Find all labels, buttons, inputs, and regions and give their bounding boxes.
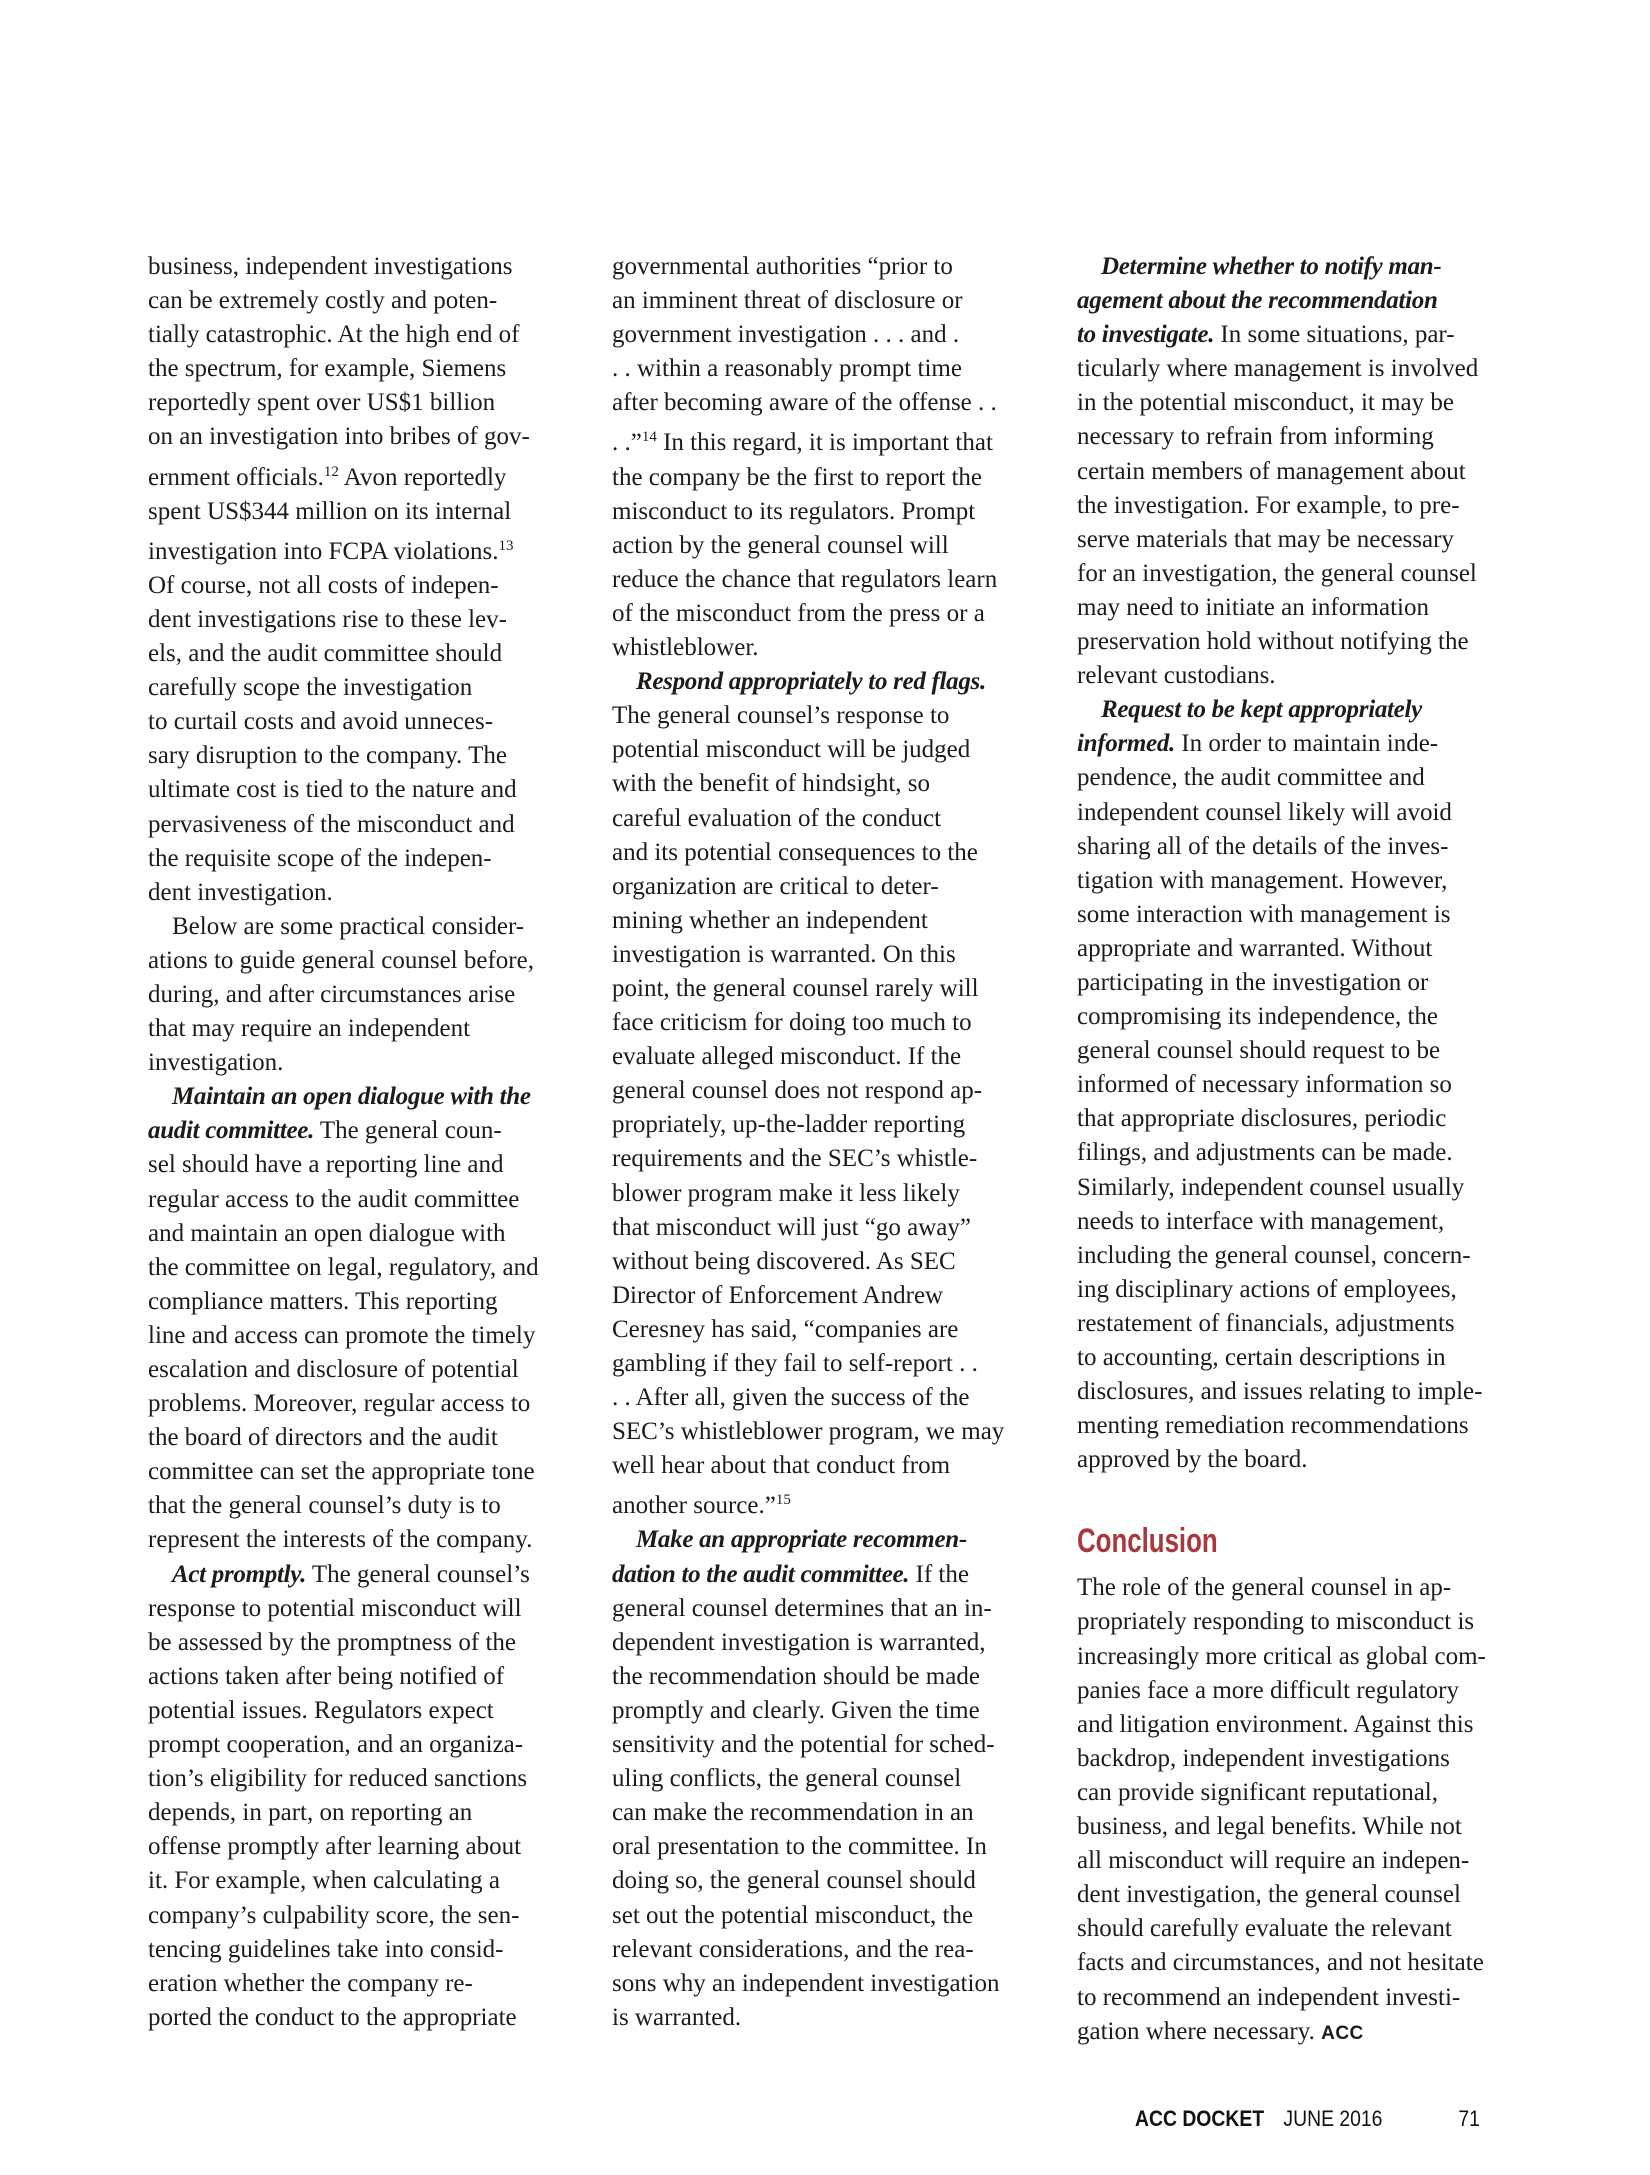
text-line: and maintain an open dialogue with: [148, 1219, 506, 1247]
text-line: relevant custodians.: [1077, 662, 1276, 690]
text-line: spent US$344 million on its internal: [148, 497, 512, 525]
text-line: should carefully evaluate the relevant: [1077, 1915, 1452, 1943]
text-line: that the general counsel’s duty is to: [148, 1492, 501, 1520]
text-line: appropriate and warranted. Without: [1077, 934, 1433, 962]
text-line: The role of the general counsel in ap-: [1077, 1574, 1452, 1602]
text-line: approved by the board.: [1077, 1446, 1308, 1474]
text-line: the recommendation should be made: [612, 1662, 980, 1690]
text-line: needs to interface with management,: [1077, 1207, 1445, 1235]
text-line: informed. In order to maintain inde-: [1077, 730, 1439, 758]
text-line: investigation.: [148, 1049, 284, 1077]
text-line: that appropriate disclosures, periodic: [1077, 1105, 1447, 1133]
text-line: for an investigation, the general counsel: [1077, 559, 1477, 587]
conclusion-heading: Conclusion: [1077, 1522, 1218, 1561]
text-line: eration whether the company re-: [148, 1969, 473, 1997]
text-line: general counsel should request to be: [1077, 1037, 1441, 1065]
footer-issue: JUNE 2016: [1283, 2106, 1383, 2131]
text-line: mining whether an independent: [612, 906, 928, 934]
text-line: investigation into FCPA violations.$^{13}$: [148, 537, 514, 565]
text-line: ing disciplinary actions of employees,: [1077, 1275, 1457, 1303]
text-line: doing so, the general counsel should: [612, 1867, 976, 1895]
text-line: els, and the audit committee should: [148, 640, 503, 668]
text-line: audit committee. The general coun-: [148, 1117, 502, 1145]
text-line: sary disruption to the company. The: [148, 742, 507, 770]
text-line: ations to guide general counsel before,: [148, 946, 534, 974]
text-line: potential issues. Regulators expect: [148, 1696, 494, 1724]
text-line: face criticism for doing too much to: [612, 1009, 972, 1037]
text-line: The general counsel’s response to: [612, 702, 950, 730]
text-line: uling conflicts, the general counsel: [612, 1765, 962, 1793]
text-line: misconduct to its regulators. Prompt: [612, 497, 976, 525]
text-line: dent investigation.: [148, 878, 333, 906]
text-line: and litigation environment. Against this: [1077, 1710, 1474, 1738]
text-line: pervasiveness of the misconduct and: [148, 810, 515, 838]
text-line: can provide significant reputational,: [1077, 1778, 1438, 1806]
text-line: blower program make it less likely: [612, 1179, 960, 1207]
text-line: careful evaluation of the conduct: [612, 804, 942, 832]
text-line: well hear about that conduct from: [612, 1452, 951, 1480]
text-line: organization are critical to deter-: [612, 872, 939, 900]
text-line: to investigate. In some situations, par-: [1077, 321, 1455, 349]
text-line: another source.”$^{15}$: [612, 1492, 791, 1520]
text-line: preservation hold without notifying the: [1077, 628, 1469, 656]
text-line: ticularly where management is involved: [1077, 355, 1479, 383]
text-line: certain members of management about: [1077, 457, 1466, 485]
text-line: committee can set the appropriate tone: [148, 1458, 535, 1486]
text-line: Respond appropriately to red flags.: [636, 668, 986, 696]
text-line: agement about the recommendation: [1077, 287, 1438, 315]
text-line: Director of Enforcement Andrew: [612, 1281, 944, 1309]
text-line: governmental authorities “prior to: [612, 253, 953, 280]
text-line: depends, in part, on reporting an: [148, 1799, 473, 1827]
text-line: SEC’s whistleblower program, we may: [612, 1418, 1005, 1446]
text-line: is warranted.: [612, 2003, 742, 2031]
footer-brand: ACC DOCKET: [1135, 2106, 1265, 2131]
text-line: menting remediation recommendations: [1077, 1412, 1469, 1440]
text-line: dent investigation, the general counsel: [1077, 1881, 1461, 1909]
text-line: gambling if they fail to self-report . .: [612, 1350, 978, 1377]
text-line: reduce the chance that regulators learn: [612, 565, 998, 593]
text-column-3: [1077, 250, 1521, 2051]
text-line: to recommend an independent investi-: [1077, 1983, 1461, 2011]
text-line: dation to the audit committee. If the: [612, 1560, 969, 1588]
text-line: dependent investigation is warranted,: [612, 1628, 986, 1656]
text-line: action by the general counsel will: [612, 531, 949, 559]
text-line: oral presentation to the committee. In: [612, 1833, 987, 1861]
text-line: tencing guidelines take into consid-: [148, 1935, 504, 1963]
text-line: independent counsel likely will avoid: [1077, 798, 1452, 826]
text-line: sharing all of the details of the inves-: [1077, 832, 1449, 860]
text-line: tigation with management. However,: [1077, 866, 1448, 894]
text-line: propriately, up-the-ladder reporting: [612, 1111, 966, 1139]
text-line: ernment officials.$^{12}$ Avon reportedly: [148, 463, 507, 491]
text-line: evaluate alleged misconduct. If the: [612, 1043, 962, 1071]
text-line: response to potential misconduct will: [148, 1594, 522, 1622]
text-line: with the benefit of hindsight, so: [612, 770, 931, 798]
text-line: participating in the investigation or: [1077, 968, 1429, 996]
text-line: sel should have a reporting line and: [148, 1151, 504, 1179]
text-line: the board of directors and the audit: [148, 1424, 498, 1452]
text-line: general counsel does not respond ap-: [612, 1077, 983, 1105]
text-line: may need to initiate an information: [1077, 593, 1429, 621]
text-line: during, and after circumstances arise: [148, 980, 516, 1008]
text-line: on an investigation into bribes of gov-: [148, 423, 530, 451]
text-line: without being discovered. As SEC: [612, 1247, 956, 1275]
text-line: business, independent investigations: [148, 253, 513, 280]
text-line: the committee on legal, regulatory, and: [148, 1253, 539, 1281]
text-line: compromising its independence, the: [1077, 1003, 1439, 1031]
text-line: it. For example, when calculating a: [148, 1867, 500, 1895]
text-line: Determine whether to notify man-: [1101, 253, 1442, 280]
text-line: prompt cooperation, and an organiza-: [148, 1731, 524, 1759]
text-line: government investigation . . . and .: [612, 321, 960, 349]
text-column-2: [612, 250, 1056, 2035]
text-line: can be extremely costly and poten-: [148, 287, 498, 315]
text-line: to curtail costs and avoid unneces-: [148, 708, 494, 736]
text-line: facts and circumstances, and not hesitate: [1077, 1949, 1484, 1977]
text-line: and its potential consequences to the: [612, 838, 978, 866]
text-line: ultimate cost is tied to the nature and: [148, 776, 517, 804]
text-line: of the misconduct from the press or a: [612, 599, 985, 627]
text-line: serve materials that may be necessary: [1077, 525, 1454, 553]
text-line: tially catastrophic. At the high end of: [148, 321, 520, 349]
text-line: be assessed by the promptness of the: [148, 1628, 516, 1656]
text-line: reportedly spent over US$1 billion: [148, 389, 496, 417]
text-line: all misconduct will require an indepen-: [1077, 1847, 1470, 1875]
text-line: the requisite scope of the indepen-: [148, 844, 492, 872]
text-line: propriately responding to misconduct is: [1077, 1608, 1475, 1636]
text-line: . . After all, given the success of the: [612, 1384, 970, 1412]
text-line: Similarly, independent counsel usually: [1077, 1173, 1465, 1201]
text-line: informed of necessary information so: [1077, 1071, 1452, 1099]
text-line: the investigation. For example, to pre-: [1077, 491, 1460, 519]
text-line: that may require an independent: [148, 1015, 471, 1043]
text-line: escalation and disclosure of potential: [148, 1356, 519, 1383]
text-line: pendence, the audit committee and: [1077, 764, 1425, 792]
text-line: the spectrum, for example, Siemens: [148, 355, 507, 383]
text-line: Below are some practical consider-: [172, 912, 525, 940]
text-line: Of course, not all costs of indepen-: [148, 571, 499, 599]
text-line: necessary to refrain from informing: [1077, 423, 1434, 451]
text-line: business, and legal benefits. While not: [1077, 1813, 1462, 1841]
text-line: can make the recommendation in an: [612, 1799, 974, 1827]
text-line: Request to be kept appropriately: [1101, 696, 1422, 724]
text-line: sensitivity and the potential for sched-: [612, 1731, 995, 1759]
text-line: that misconduct will just “go away”: [612, 1213, 971, 1241]
page-footer: [1135, 2106, 1480, 2132]
text-line: point, the general counsel rarely will: [612, 974, 979, 1002]
text-line: some interaction with management is: [1077, 900, 1451, 928]
text-line: increasingly more critical as global com-: [1077, 1642, 1486, 1670]
text-line: filings, and adjustments can be made.: [1077, 1139, 1453, 1167]
text-line: set out the potential misconduct, the: [612, 1901, 974, 1929]
text-line: company’s culpability score, the sen-: [148, 1901, 520, 1929]
text-line: restatement of financials, adjustments: [1077, 1309, 1455, 1337]
text-line: ported the conduct to the appropriate: [148, 2003, 517, 2031]
text-line: relevant considerations, and the rea-: [612, 1935, 974, 1963]
text-line: Act promptly. The general counsel’s: [172, 1560, 530, 1588]
text-line: to accounting, certain descriptions in: [1077, 1344, 1446, 1371]
text-line: tion’s eligibility for reduced sanctions: [148, 1765, 528, 1793]
text-line: backdrop, independent investigations: [1077, 1744, 1450, 1772]
text-line: investigation is warranted. On this: [612, 940, 956, 968]
text-line: actions taken after being notified of: [148, 1662, 505, 1690]
text-line: sons why an independent investigation: [612, 1969, 1000, 1997]
text-line: promptly and clearly. Given the time: [612, 1696, 980, 1724]
text-line: including the general counsel, concern-: [1077, 1241, 1471, 1269]
text-line: problems. Moreover, regular access to: [148, 1390, 531, 1418]
text-line: requirements and the SEC’s whistle-: [612, 1145, 978, 1173]
text-line: . . within a reasonably prompt time: [612, 355, 962, 383]
text-line: dent investigations rise to these lev-: [148, 605, 507, 633]
text-line: Ceresney has said, “companies are: [612, 1315, 959, 1343]
text-line: . .”$^{14}$ In this regard, it is important that: [612, 429, 993, 457]
text-line: potential misconduct will be judged: [612, 736, 971, 764]
text-line: general counsel determines that an in-: [612, 1594, 992, 1622]
text-line: compliance matters. This reporting: [148, 1287, 498, 1315]
text-line: carefully scope the investigation: [148, 674, 473, 702]
text-line: in the potential misconduct, it may be: [1077, 389, 1455, 417]
text-line: whistleblower.: [612, 634, 759, 662]
text-line: gation where necessary. ACC: [1077, 2017, 1364, 2045]
text-line: Maintain an open dialogue with the: [172, 1083, 531, 1111]
text-line: panies face a more difficult regulatory: [1077, 1676, 1460, 1704]
text-line: line and access can promote the timely: [148, 1321, 536, 1349]
text-line: represent the interests of the company.: [148, 1526, 533, 1554]
text-line: an imminent threat of disclosure or: [612, 287, 963, 315]
text-line: disclosures, and issues relating to imple-: [1077, 1378, 1483, 1406]
footer-page-number: 71: [1458, 2106, 1480, 2131]
text-column-1: [148, 250, 592, 2035]
text-line: regular access to the audit committee: [148, 1185, 520, 1213]
text-line: after becoming aware of the offense . .: [612, 389, 997, 417]
text-line: the company be the first to report the: [612, 463, 983, 491]
text-line: offense promptly after learning about: [148, 1833, 522, 1861]
text-line: Make an appropriate recommen-: [636, 1526, 967, 1554]
